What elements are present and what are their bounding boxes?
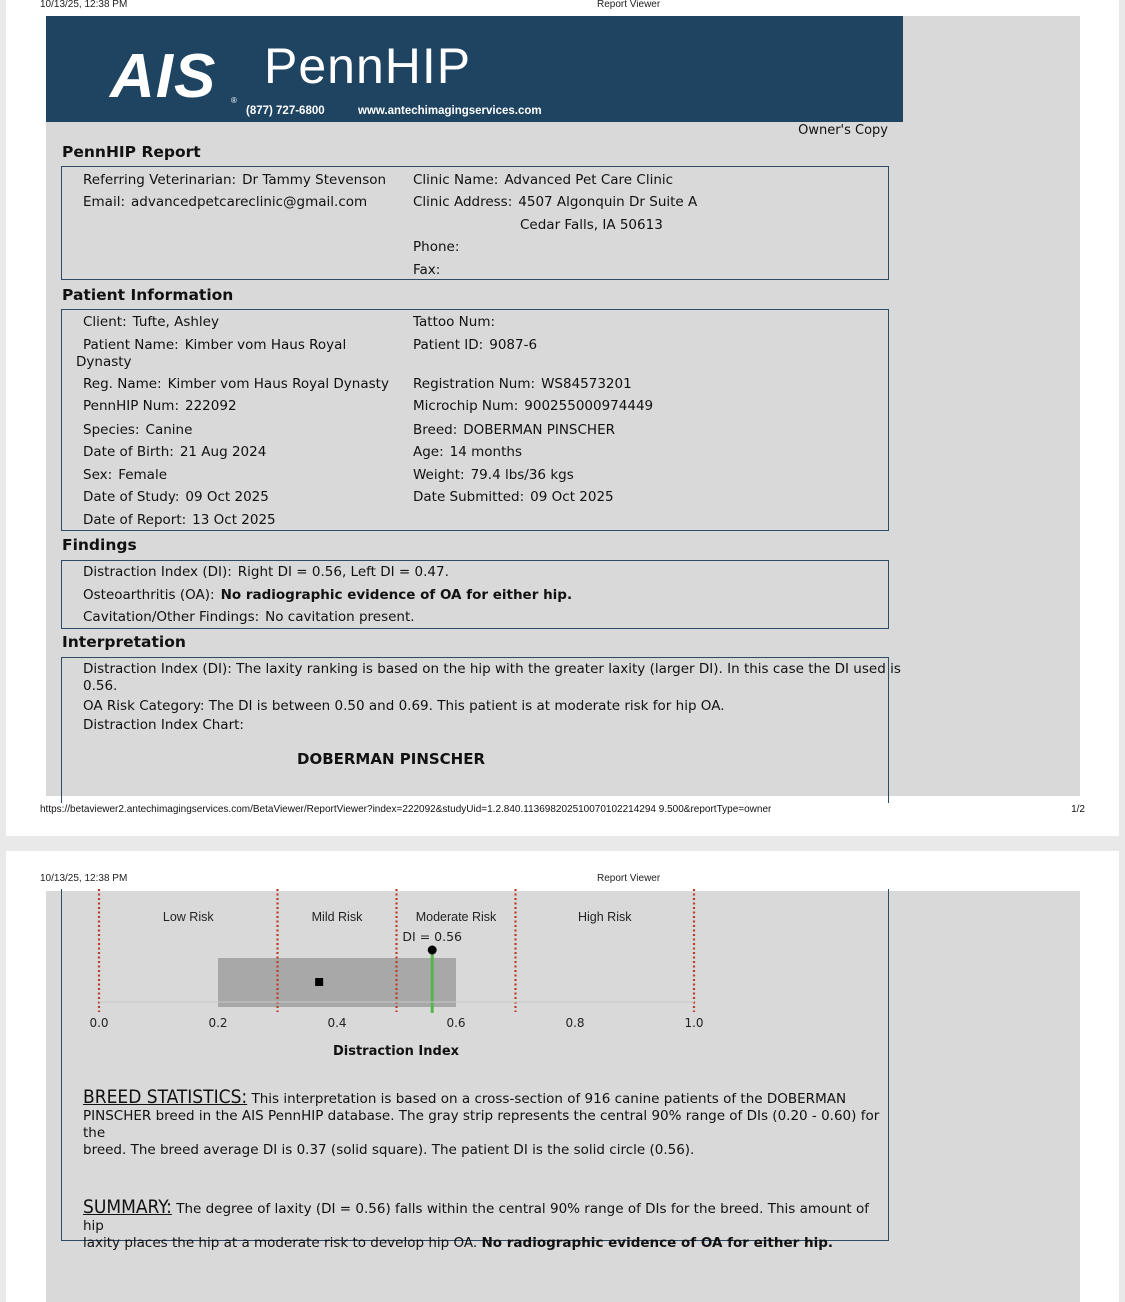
breed-row bbox=[413, 422, 615, 438]
x-tick-label-1: 0.2 bbox=[208, 1016, 228, 1030]
interpretation-title: Interpretation bbox=[62, 633, 186, 651]
referral-info-box bbox=[61, 166, 889, 280]
summary bbox=[83, 1196, 883, 1252]
finding-oa-value: No radiographic evidence of OA for either hip. bbox=[220, 587, 573, 603]
report-sheet bbox=[46, 16, 1080, 796]
clinic-name-value: Advanced Pet Care Clinic bbox=[504, 172, 674, 188]
ref-vet-value: Dr Tammy Stevenson bbox=[242, 172, 387, 188]
age-label: Age: bbox=[413, 444, 444, 460]
reg-name-row bbox=[83, 376, 389, 392]
summary-line2 bbox=[83, 1235, 883, 1252]
breed-average-marker bbox=[315, 978, 323, 986]
risk-zone-label-0: Low Risk bbox=[162, 910, 214, 924]
client-label: Client: bbox=[83, 314, 127, 330]
breed-stats-line1 bbox=[83, 1086, 883, 1108]
reg-num-value: WS84573201 bbox=[541, 376, 632, 392]
sex-label: Sex: bbox=[83, 467, 113, 483]
sex-value: Female bbox=[118, 467, 167, 483]
interp-oa-risk: OA Risk Category: The DI is between 0.50 and 0.69. This patient is at moderate risk for hip OA. bbox=[83, 698, 725, 714]
report-date-label: Date of Report: bbox=[83, 512, 187, 528]
breed-range-strip bbox=[218, 958, 456, 1007]
email-label: Email: bbox=[83, 194, 126, 210]
x-axis-label: Distraction Index bbox=[332, 1044, 460, 1059]
registered-mark: ® bbox=[231, 96, 237, 105]
species-label: Species: bbox=[83, 422, 140, 438]
summary-text1: The degree of laxity (DI = 0.56) falls within the central 90% range of DIs for the breed. This amount of hip bbox=[83, 1201, 869, 1234]
clinic-address-line1: 4507 Algonquin Dr Suite A bbox=[518, 194, 698, 210]
summary-heading: SUMMARY: bbox=[83, 1196, 172, 1218]
x-tick-label-4: 0.8 bbox=[565, 1016, 585, 1030]
reg-num-row bbox=[413, 376, 632, 392]
email-value[interactable]: advancedpetcareclinic@gmail.com bbox=[131, 194, 368, 210]
report-page-1 bbox=[6, 0, 1119, 836]
findings-title: Findings bbox=[62, 536, 137, 554]
ais-logo: AIS bbox=[110, 42, 217, 111]
weight-value: 79.4 lbs/36 kgs bbox=[470, 467, 574, 483]
owners-copy-label: Owner's Copy bbox=[798, 123, 888, 138]
finding-oa-label: Osteoarthritis (OA): bbox=[83, 587, 215, 603]
microchip-row bbox=[413, 398, 653, 414]
breed-value: DOBERMAN PINSCHER bbox=[463, 422, 615, 438]
interpretation-box bbox=[61, 657, 901, 803]
species-value: Canine bbox=[145, 422, 193, 438]
patient-name-label: Patient Name: bbox=[83, 337, 179, 353]
client-value: Tufte, Ashley bbox=[132, 314, 219, 330]
finding-cav-row bbox=[83, 609, 415, 625]
print-datetime: 10/13/25, 12:38 PM bbox=[40, 0, 128, 10]
submitted-label: Date Submitted: bbox=[413, 489, 525, 505]
age-value: 14 months bbox=[449, 444, 522, 460]
patient-di-label: DI = 0.56 bbox=[402, 929, 462, 944]
species-row bbox=[83, 422, 192, 438]
submitted-value: 09 Oct 2025 bbox=[530, 489, 614, 505]
sex-row bbox=[83, 467, 167, 483]
finding-di-value: Right DI = 0.56, Left DI = 0.47. bbox=[237, 564, 449, 580]
print-title: Report Viewer bbox=[597, 0, 661, 10]
summary-text2a: laxity places the hip at a moderate risk to develop hip OA. bbox=[83, 1235, 478, 1251]
pennhip-logo: PennHIP bbox=[264, 38, 472, 94]
reg-name-value: Kimber vom Haus Royal Dynasty bbox=[167, 376, 389, 392]
clinic-name-row bbox=[413, 172, 673, 188]
summary-line1 bbox=[83, 1196, 883, 1235]
age-row bbox=[413, 444, 522, 460]
findings-box bbox=[61, 560, 889, 629]
weight-label: Weight: bbox=[413, 467, 465, 483]
patient-info-box bbox=[61, 309, 889, 531]
reg-num-label: Registration Num: bbox=[413, 376, 536, 392]
finding-di-label: Distraction Index (DI): bbox=[83, 564, 232, 580]
report-date-row bbox=[83, 512, 276, 528]
x-tick-label-2: 0.4 bbox=[327, 1016, 347, 1030]
clinic-address-line2: Cedar Falls, IA 50613 bbox=[520, 217, 663, 233]
interp-di-line1: Distraction Index (DI): The laxity ranking is based on the hip with the greater laxity (larger DI). In this case the DI used is bbox=[83, 661, 901, 677]
dob-value: 21 Aug 2024 bbox=[179, 444, 267, 460]
summary-text2b: No radiographic evidence of OA for either hip. bbox=[481, 1235, 834, 1251]
finding-di-row bbox=[83, 564, 449, 580]
x-tick-label-5: 1.0 bbox=[684, 1016, 704, 1030]
breed-label: Breed: bbox=[413, 422, 458, 438]
ref-vet-row bbox=[83, 172, 386, 188]
pennhip-num-value: 222092 bbox=[185, 398, 237, 414]
weight-row bbox=[413, 467, 574, 483]
pennhip-num-label: PennHIP Num: bbox=[83, 398, 179, 414]
breed-stats-text1: This interpretation is based on a cross-section of 916 canine patients of the DOBERMAN bbox=[251, 1091, 847, 1107]
email-row bbox=[83, 194, 367, 210]
study-date-value: 09 Oct 2025 bbox=[185, 489, 269, 505]
dob-row bbox=[83, 444, 266, 460]
microchip-value: 900255000974449 bbox=[524, 398, 654, 414]
patient-id-label: Patient ID: bbox=[413, 337, 484, 353]
ais-pennhip-banner bbox=[46, 16, 903, 122]
clinic-address-label: Clinic Address: bbox=[413, 194, 513, 210]
breed-stats-heading: BREED STATISTICS: bbox=[83, 1086, 248, 1108]
patient-di-marker bbox=[428, 946, 437, 955]
breed-statistics bbox=[83, 1086, 883, 1159]
microchip-label: Microchip Num: bbox=[413, 398, 519, 414]
clinic-name-label: Clinic Name: bbox=[413, 172, 499, 188]
x-tick-label-0: 0.0 bbox=[89, 1016, 109, 1030]
pennhip-report-title: PennHIP Report bbox=[62, 143, 201, 161]
interp-chart-label: Distraction Index Chart: bbox=[83, 717, 244, 733]
banner-website[interactable]: www.antechimagingservices.com bbox=[358, 105, 542, 117]
interp-di-line2: 0.56. bbox=[83, 678, 118, 694]
risk-zone-label-2: Moderate Risk bbox=[415, 910, 497, 924]
patient-name-row bbox=[83, 337, 346, 353]
report-sheet-2 bbox=[46, 891, 1080, 1302]
study-date-label: Date of Study: bbox=[83, 489, 180, 505]
report-page-2 bbox=[6, 851, 1119, 1302]
patient-name-value: Kimber vom Haus Royal bbox=[184, 337, 347, 353]
page-number: 1/2 bbox=[1071, 804, 1085, 815]
report-date-value: 13 Oct 2025 bbox=[192, 512, 276, 528]
print-datetime-p2: 10/13/25, 12:38 PM bbox=[40, 873, 128, 884]
chart-breed-heading: DOBERMAN PINSCHER bbox=[297, 750, 486, 768]
patient-id-value: 9087-6 bbox=[489, 337, 538, 353]
patient-name-cont: Dynasty bbox=[76, 354, 132, 370]
patient-id-row bbox=[413, 337, 537, 353]
client-row bbox=[83, 314, 219, 330]
distraction-index-chart bbox=[62, 889, 888, 1069]
finding-oa-row bbox=[83, 587, 572, 603]
dob-label: Date of Birth: bbox=[83, 444, 174, 460]
pennhip-num-row bbox=[83, 398, 237, 414]
finding-cav-label: Cavitation/Other Findings: bbox=[83, 609, 260, 625]
risk-zone-label-3: High Risk bbox=[578, 910, 632, 924]
fax-label: Fax: bbox=[413, 262, 441, 278]
risk-zone-label-1: Mild Risk bbox=[311, 910, 363, 924]
phone-label: Phone: bbox=[413, 239, 460, 255]
banner-phone: (877) 727-6800 bbox=[246, 105, 325, 117]
page-url[interactable]: https://betaviewer2.antechimagingservices.com/BetaViewer/ReportViewer?index=222092&studyUid=1.2.840.113698202510070102214294 9.500&reportType=owner bbox=[40, 804, 772, 815]
clinic-address-row bbox=[413, 194, 697, 210]
breed-stats-line3: breed. The breed average DI is 0.37 (solid square). The patient DI is the solid circle (0.56). bbox=[83, 1142, 695, 1158]
breed-stats-line2: PINSCHER breed in the AIS PennHIP database. The gray strip represents the central 90% range of DIs (0.20 - 0.60) for the bbox=[83, 1108, 880, 1141]
study-date-row bbox=[83, 489, 269, 505]
x-tick-label-3: 0.6 bbox=[446, 1016, 466, 1030]
submitted-row bbox=[413, 489, 614, 505]
print-title-p2: Report Viewer bbox=[597, 873, 661, 884]
tattoo-label: Tattoo Num: bbox=[413, 314, 496, 330]
interpretation-box-cont bbox=[61, 889, 889, 1251]
finding-cav-value: No cavitation present. bbox=[265, 609, 415, 625]
reg-name-label: Reg. Name: bbox=[83, 376, 162, 392]
ref-vet-label: Referring Veterinarian: bbox=[83, 172, 237, 188]
patient-info-title: Patient Information bbox=[62, 286, 234, 304]
